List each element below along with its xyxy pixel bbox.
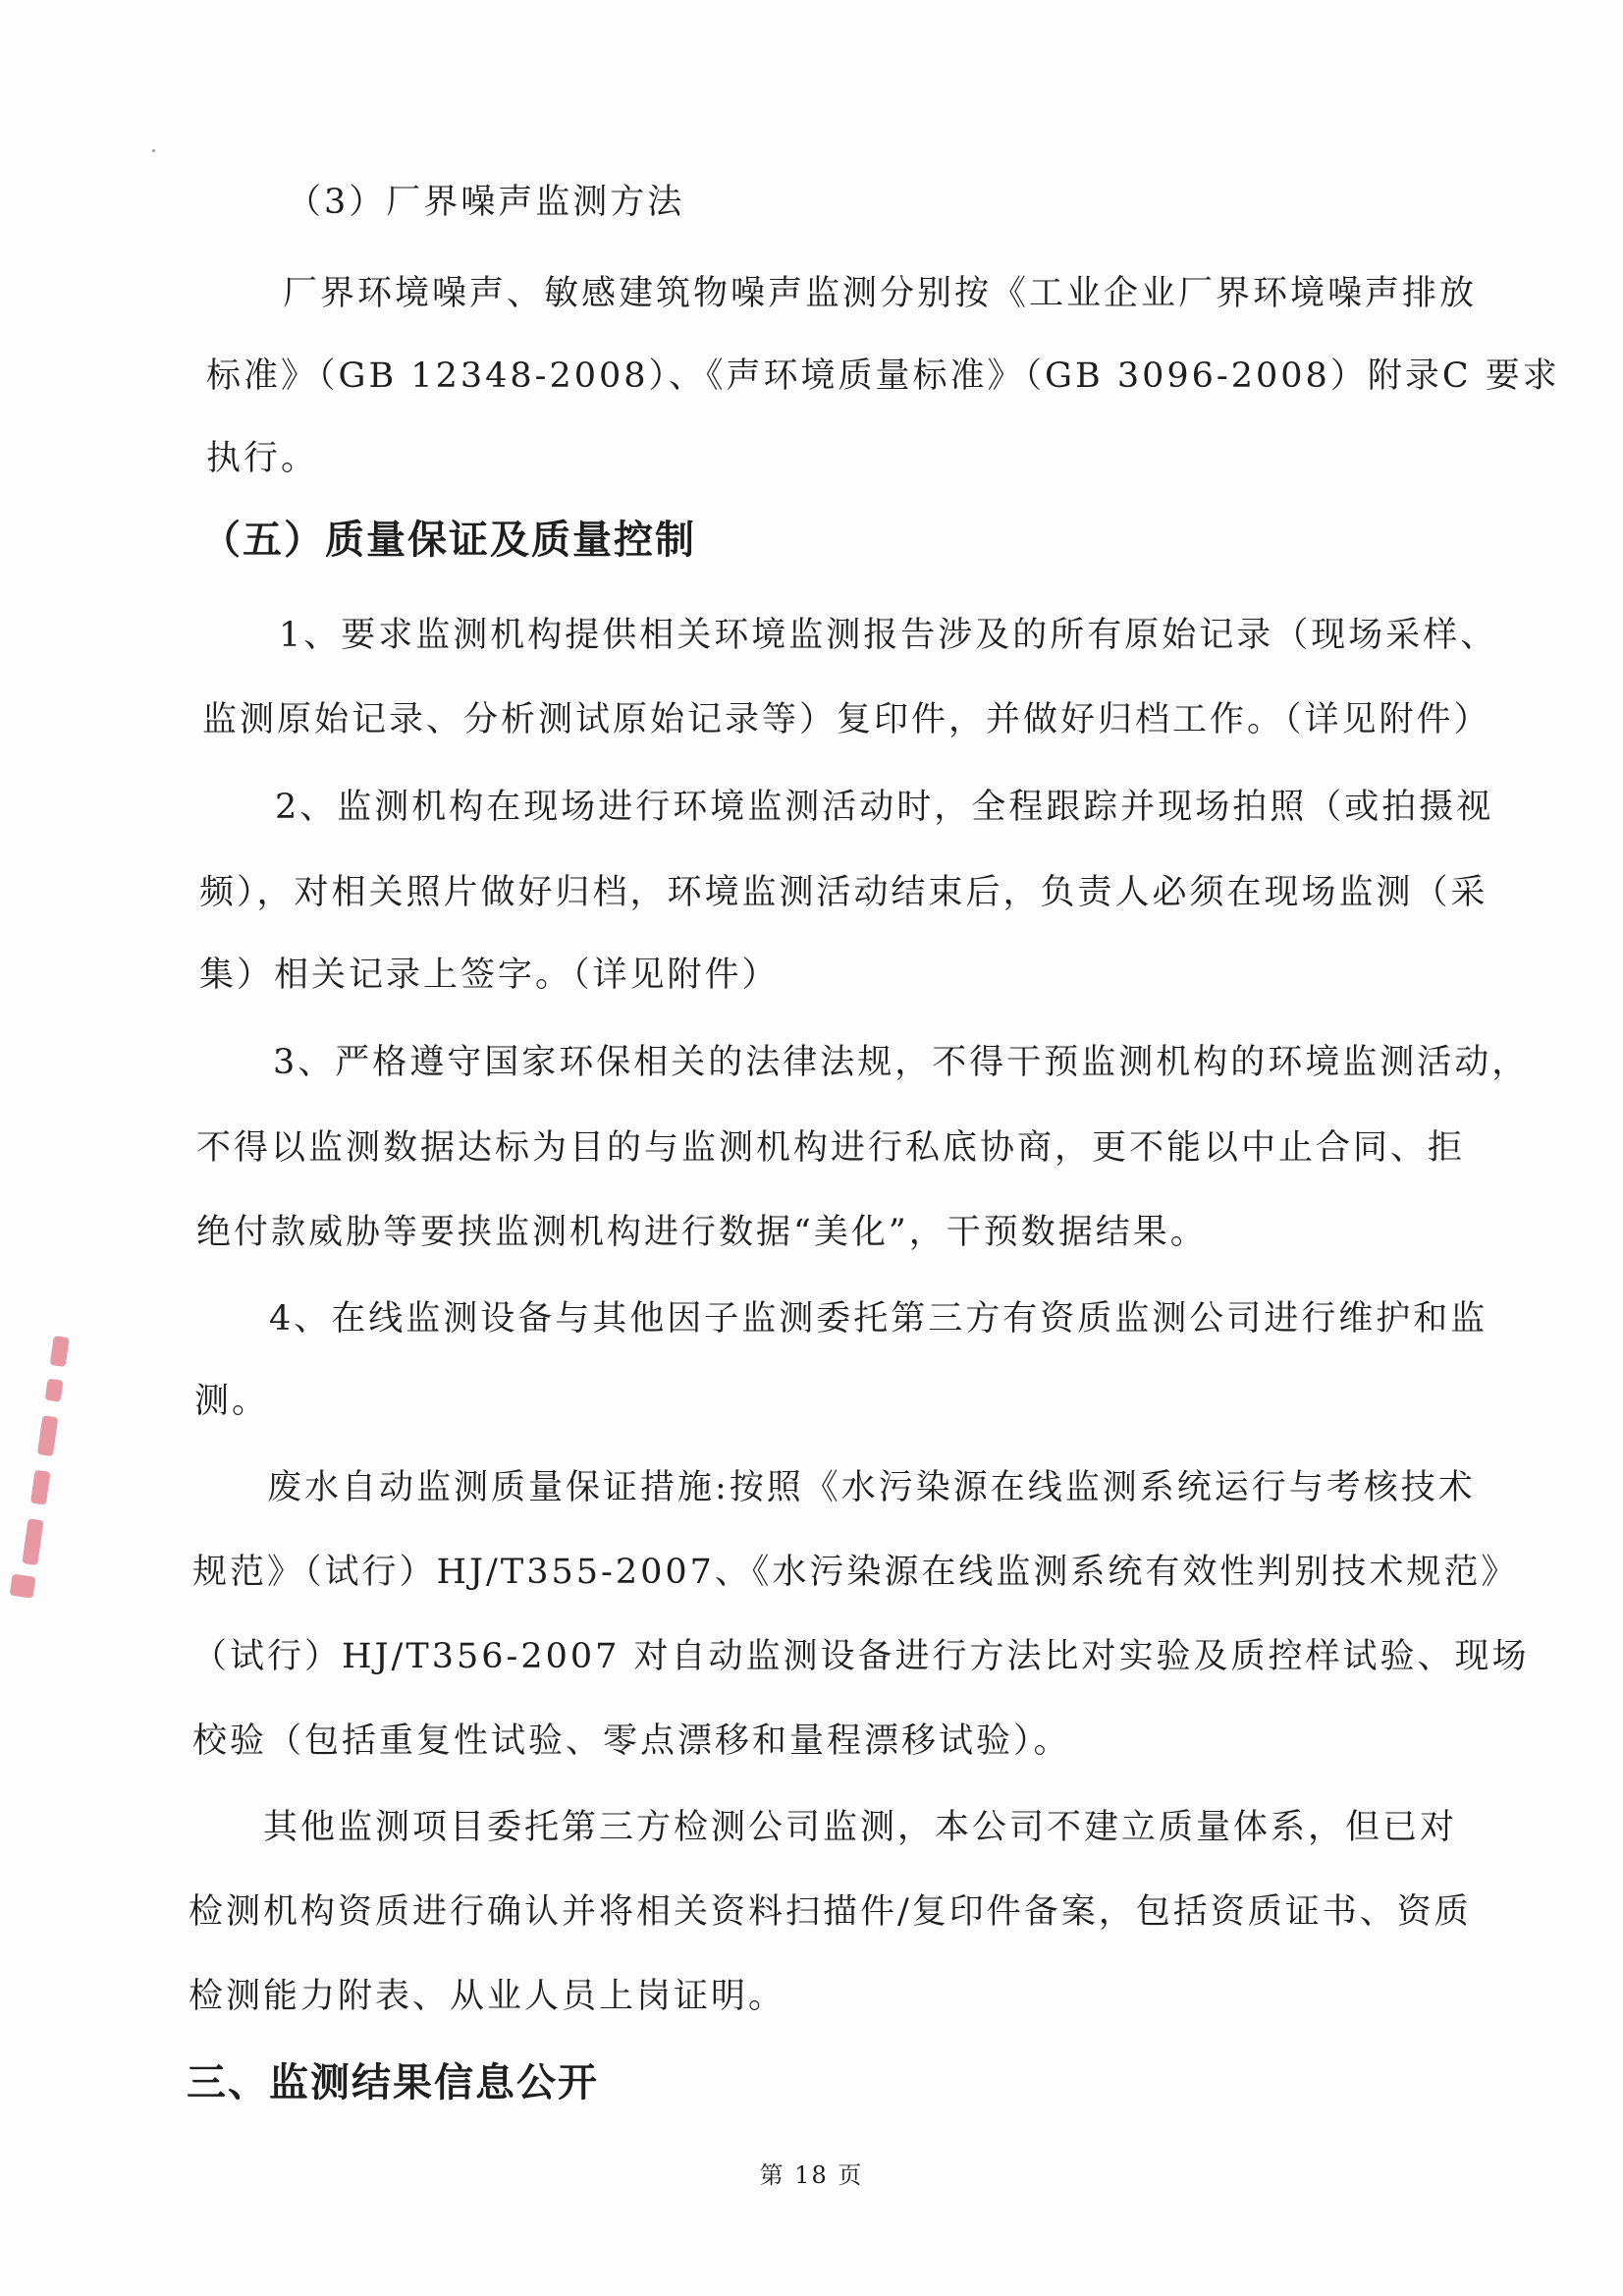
quality-p2-line-2: 频），对相关照片做好归档，环境监测活动结束后，负责人必须在现场监测（采 <box>199 873 1488 912</box>
quality-p5-line-2: 规范》（试行）HJ/T355-2007、《水污染源在线监测系统有效性判别技术规范》 <box>192 1553 1519 1592</box>
quality-p4-line-2: 测。 <box>194 1382 270 1421</box>
quality-p5-line-3: （试行）HJ/T356-2007 对自动监测设备进行方法比对实验及质控样试验、现场 <box>192 1637 1530 1676</box>
quality-p2-line-1: 2、监测机构在现场进行环境监测活动时，全程跟踪并现场拍照（或拍摄视 <box>275 788 1494 827</box>
seal-stamp-graphic <box>3 1334 84 1603</box>
quality-p3-line-1: 3、严格遵守国家环保相关的法律法规，不得干预监测机构的环境监测活动， <box>273 1043 1530 1082</box>
subsection-title-noise-method: （3）厂界噪声监测方法 <box>287 183 685 222</box>
quality-p3-line-3: 绝付款威胁等要挟监测机构进行数据“美化”，干预数据结果。 <box>196 1213 1208 1252</box>
quality-p5-line-4: 校验（包括重复性试验、零点漂移和量程漂移试验）。 <box>192 1722 1071 1761</box>
quality-p6-line-3: 检测能力附表、从业人员上岗证明。 <box>189 1977 786 2016</box>
quality-p6-line-2: 检测机构资质进行确认并将相关资料扫描件/复印件备案，包括资质证书、资质 <box>189 1892 1472 1932</box>
quality-p6-line-1: 其他监测项目委托第三方检测公司监测，本公司不建立质量体系，但已对 <box>263 1808 1458 1847</box>
section-heading-quality: （五）质量保证及质量控制 <box>201 517 696 563</box>
section-heading-results: 三、监测结果信息公开 <box>187 2059 599 2105</box>
page-number: 第 18 页 <box>759 2161 864 2189</box>
quality-p5-line-1: 废水自动监测质量保证措施:按照《水污染源在线监测系统运行与考核技术 <box>267 1468 1476 1507</box>
quality-p1-line-2: 监测原始记录、分析测试原始记录等）复印件，并做好归档工作。（详见附件） <box>202 700 1491 739</box>
noise-method-line-2: 标准》（GB 12348-2008）、《声环境质量标准》（GB 3096-2008）附录C 要求 <box>206 356 1560 396</box>
scan-speck <box>152 149 155 152</box>
quality-p1-line-1: 1、要求监测机构提供相关环境监测报告涉及的所有原始记录（现场采样、 <box>279 616 1498 655</box>
quality-p3-line-2: 不得以监测数据达标为目的与监测机构进行私底协商，更不能以中止合同、拒 <box>196 1128 1466 1168</box>
quality-p2-line-3: 集）相关记录上签字。（详见附件） <box>199 956 780 995</box>
noise-method-line-3: 执行。 <box>206 439 319 478</box>
noise-method-line-1: 厂界环境噪声、敏感建筑物噪声监测分别按《工业企业厂界环境噪声排放 <box>283 274 1478 313</box>
quality-p4-line-1: 4、在线监测设备与其他因子监测委托第三方有资质监测公司进行维护和监 <box>269 1299 1488 1339</box>
